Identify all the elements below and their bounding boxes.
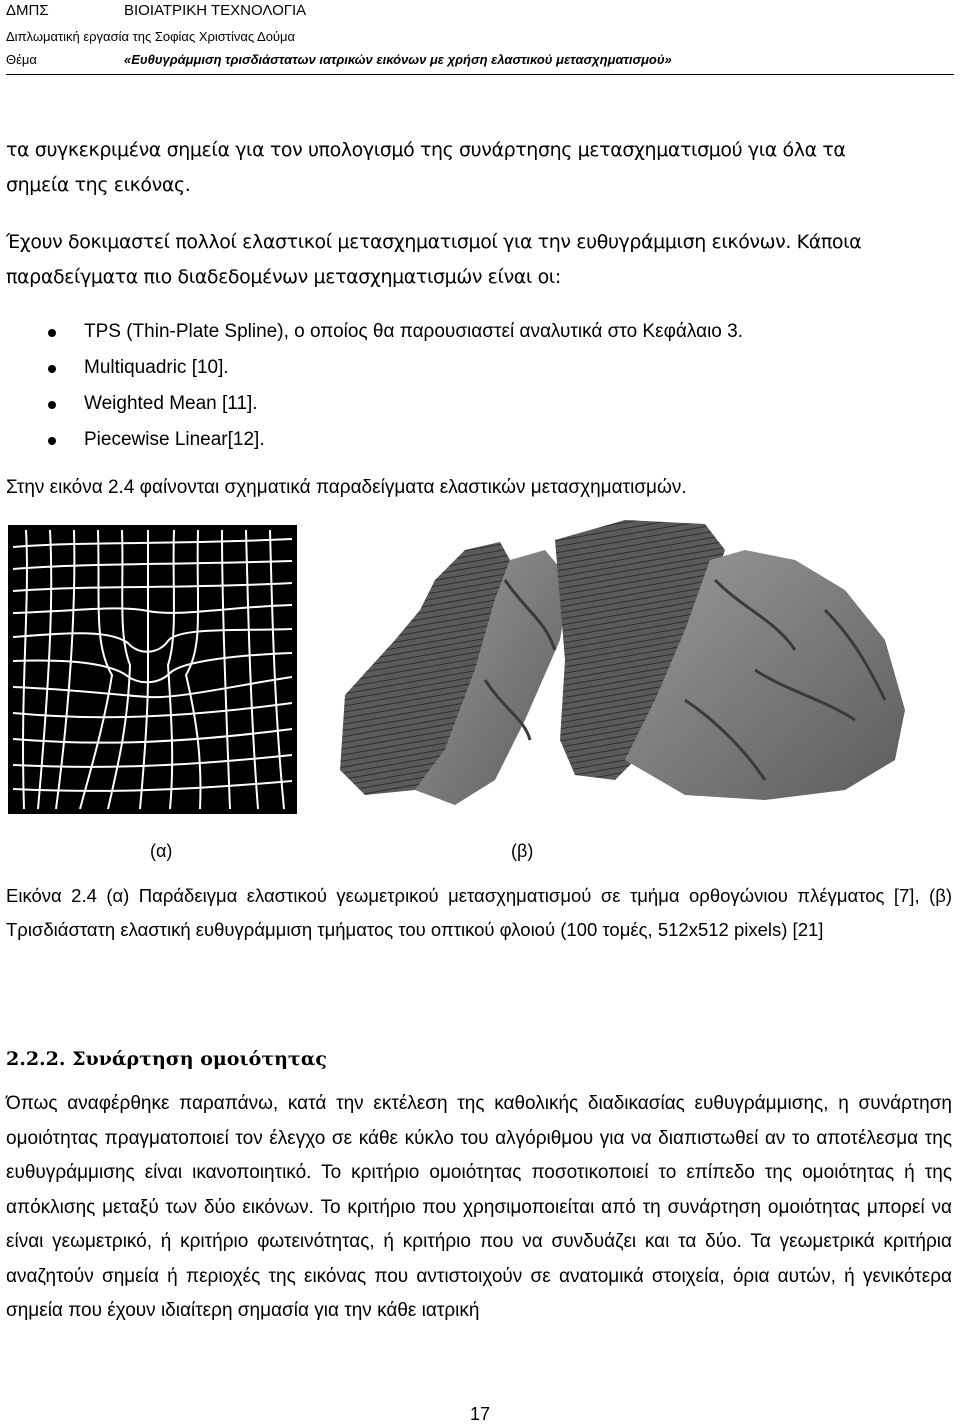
header-line-2 [6,29,954,47]
list-item: Piecewise Linear[12]. [48,422,743,458]
header-line-1 [6,2,954,22]
list-item: Weighted Mean [11]. [48,386,743,422]
header-topic-title: «Ευθυγράμμιση τρισδιάστατων ιατρικών εικόνων με χρήση ελαστικού μετασχηματισμού» [124,52,672,67]
paragraph-2-line-2: παραδείγματα πιο διαδεδομένων μετασχηματισμών είναι οι: [6,266,561,288]
paragraph-1 [6,133,952,203]
section-body: Όπως αναφέρθηκε παραπάνω, κατά την εκτέλεση της καθολικής διαδικασίας ευθυγράμμισης, η συνάρτηση ομοιότητας πραγματοποιεί τον έλεγχο σε κάθε κύκλο του αλγόριθμου για να διαπιστωθεί αν το αποτέλεσμα της ευθυγράμμισης είναι ικανοποιητικό. Το κριτήριο ομοιότητας ποσοτικοποιεί το επίπεδο της ομοιότητας ή της απόκλισης μεταξύ των δύο εικόνων. Το κριτήριο που χρησιμοποιείται από τη συνάρτηση ομοιότητας μπορεί να είναι γεωμετρικό, ή κριτήριο φωτεινότητας, ή κριτήριο που να συνδυάζει και τα δύο. Τα γεωμετρικά κριτήρια αναζητούν σημεία ή περιοχές της εικόνας που αντιστοιχούν σε ανατομικά στοιχεία, όρια αυτών, ή γενικότερα σημεία που έχουν ιδιαίτερη σημασία για την κάθε ιατρική [6,1093,952,1321]
figure-intro: Στην εικόνα 2.4 φαίνονται σχηματικά παραδείγματα ελαστικών μετασχηματισμών. [6,477,687,498]
header-thesis-author: Διπλωματική εργασία της Σοφίας Χριστίνας Δούμα [6,29,296,44]
list-item: TPS (Thin-Plate Spline), ο οποίος θα παρουσιαστεί αναλυτικά στο Κεφάλαιο 3. [48,314,743,350]
header-divider [6,74,954,75]
header-line-3 [6,52,954,70]
bullet-icon [48,329,56,337]
figure-label-b: (β) [511,841,534,861]
header-topic-label: Θέμα [6,52,37,67]
page-number: 17 [469,1404,491,1424]
warped-grid-image [8,525,297,814]
cortex-3d-image [325,520,957,820]
header-department: ΒΙΟΙΑΤΡΙΚΗ ΤΕΧΝΟΛΟΓΙΑ [124,2,307,19]
paragraph-2 [6,225,952,295]
section-title: 2.2.2. Συνάρτηση ομοιότητας [6,1048,327,1070]
header-program: ΔΜΠΣ [6,2,49,19]
paragraph-2-line-1: Έχουν δοκιμαστεί πολλοί ελαστικοί μετασχηματισμοί για την ευθυγράμμιση εικόνων. Κάποια [6,231,862,253]
list-item: Multiquadric [10]. [48,350,743,386]
paragraph-1-line-1: τα συγκεκριμένα σημεία για τον υπολογισμό της συνάρτησης μετασχηματισμού για όλα τα [6,139,846,161]
bullet-icon [48,437,56,445]
bullet-icon [48,365,56,373]
bullet-icon [48,401,56,409]
figure-label-a: (α) [150,841,173,861]
figure-caption: Εικόνα 2.4 (α) Παράδειγμα ελαστικού γεωμετρικού μετασχηματισμού σε τμήμα ορθογώνιου πλέγματος [7], (β) Τρισδιάστατη ελαστική ευθυγράμμιση τμήματος του οπτικού φλοιού (100 τομές, 512x512 pixels) [21] [6,885,952,940]
transform-list [48,314,743,458]
paragraph-1-line-2: σημεία της εικόνας. [6,174,191,196]
